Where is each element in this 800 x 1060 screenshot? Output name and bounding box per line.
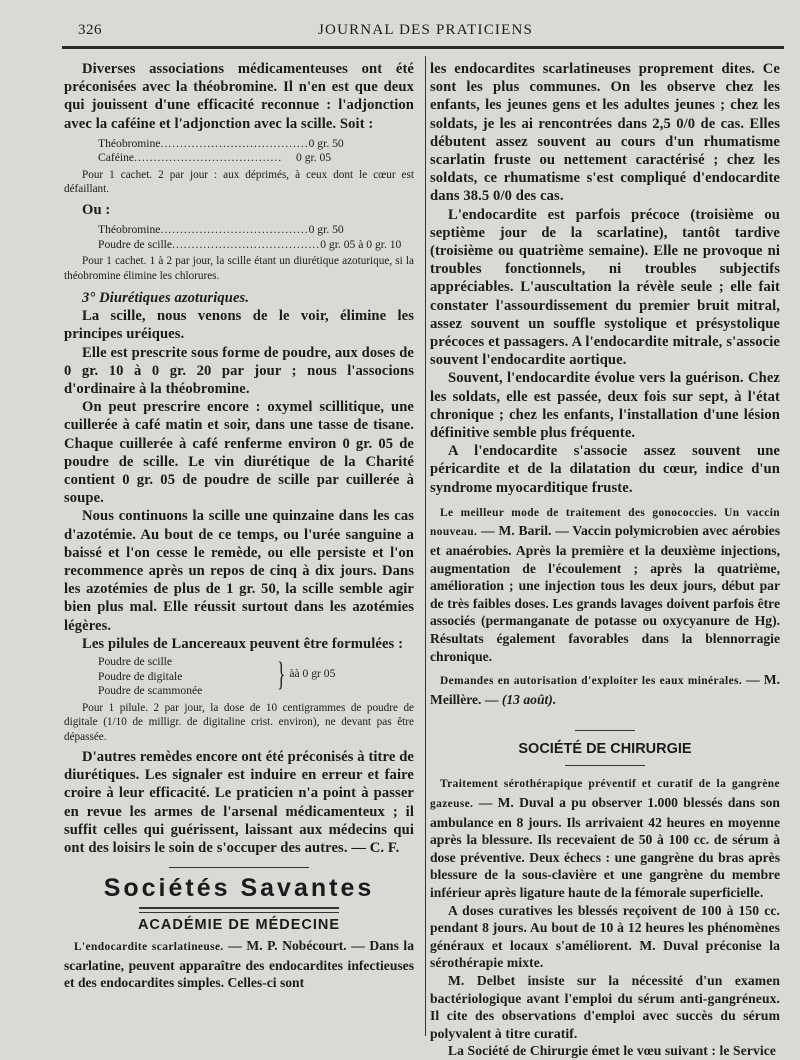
ingredient: Poudre de digitale xyxy=(98,669,183,683)
paragraph: Elle est prescrite sous forme de poudre, aux doses de 0 gr. 10 à 0 gr. 20 par jour ; nous l'associons d'ordinaire à la théobromine. xyxy=(64,344,414,398)
ingredient: Caféine xyxy=(98,151,135,165)
paragraph: A doses curatives les blessés reçoivent de 100 à 150 cc. pendant 8 jours. Au bout de 10 à 12 heures les phénomènes généraux et locaux s'améliorent. M. Duval préconise la sérothérapie mixte. xyxy=(430,902,780,971)
subheading: 3° Diurétiques azoturiques. xyxy=(82,290,250,307)
dose: 0 gr. 05 xyxy=(296,151,332,165)
paragraph: On peut prescrire encore : oxymel scillitique, une cuillerée à café matin et soir, dans une tasse de tisane. Chaque cuillerée à café renferme environ 0 gr. 05 de poudre de scille. Le vin diurétique de la Charité contient 0 gr. 05 de poudre de scille par cuillerée à soupe. xyxy=(64,399,414,507)
article-author: — M. Meillère. — xyxy=(430,672,780,707)
dose: 0 gr. 05 à 0 gr. 10 xyxy=(320,237,402,251)
prescription-line xyxy=(64,223,414,238)
article-title: Le meilleur mode de traitement des gonococcies. Un vaccin nouveau. xyxy=(430,506,780,539)
or-label: Ou : xyxy=(82,201,111,218)
prescription-line xyxy=(64,137,414,152)
article-entry xyxy=(430,774,780,901)
article-author: — M. Baril. — xyxy=(481,523,569,539)
article-entry xyxy=(430,503,780,665)
article-title: L'endocardite scarlatineuse. xyxy=(74,941,224,954)
left-column xyxy=(64,60,414,992)
ingredient: Poudre de scammonée xyxy=(98,684,203,698)
page-number: 326 xyxy=(78,22,102,38)
ingredient: Théobromine xyxy=(98,223,161,237)
prescription-line xyxy=(64,238,414,253)
leader-dots: ...................................... xyxy=(134,151,283,165)
prescription-2 xyxy=(64,223,414,252)
column-divider xyxy=(425,56,426,1036)
section-rule xyxy=(139,907,339,913)
paragraph: Les pilules de Lancereaux peuvent être formulées : xyxy=(82,635,404,652)
leader-dots: ...................................... xyxy=(160,136,309,150)
ingredient: Poudre de scille xyxy=(98,237,173,251)
leader-dots: ...................................... xyxy=(160,223,309,237)
prescription-line xyxy=(64,151,414,166)
prescription-note: Pour 1 cachet. 2 par jour : aux déprimés, à ceux dont le cœur est défaillant. xyxy=(64,168,414,196)
header-rule xyxy=(62,46,784,49)
paragraph: les endocardites scarlatineuses proprement dites. Ce sont les plus communes. On les observe chez les enfants, les jeunes gens et les adultes jeunes ; chez les soldats, je les ai rencontrées dans 2,5 0/0 de cas. Elles débutent assez souvent au cours d'un rhumatisme scarlatin fruste ou nettement caractérisé ; chez les soldats, ce rhumatisme s'est compliqué d'endocardite dans 38.5 0/0 des cas. xyxy=(430,61,780,205)
article-title: Traitement sérothérapique préventif et curatif de la gangrène gazeuse. xyxy=(430,778,780,810)
paragraph: La scille, nous venons de le voir, élimine les principes uréiques. xyxy=(64,308,414,343)
article-entry xyxy=(64,937,414,992)
ingredient-list xyxy=(98,655,273,699)
paragraph: A l'endocardite s'associe assez souvent une péricardite et de la dilatation du cœur, indice d'un syndrome myocarditique fruste. xyxy=(430,443,780,496)
paragraph: Souvent, l'endocardite évolue vers la guérison. Chez les soldats, elle est passée, deux fois sur sept, à l'état chronique ; chez les enfants, l'installation d'une lésion définitive semble plus fréquente. xyxy=(430,370,780,442)
prescription-note: Pour 1 cachet. 1 à 2 par jour, la scille étant un diurétique azoturique, si la théobromine élimine les chlorures. xyxy=(64,255,414,282)
dose: 0 gr. 50 xyxy=(308,136,344,150)
dose: 0 gr. 50 xyxy=(308,223,344,237)
paragraph: Diverses associations médicamenteuses ont été préconisées avec la théobromine. Il n'en est que deux qui jouissent d'une efficacité reconnue : l'adjonction avec la caféine et l'adjonction avec la scille. Soit : xyxy=(64,61,414,132)
paragraph: M. Delbet insiste sur la nécessité d'un examen bactériologique avant l'emploi du sérum anti-gangréneux. Il cite des observations d'emploi avec succès du sérum polyvalent à titre curatif. xyxy=(430,972,780,1041)
section-title: Sociétés Savantes xyxy=(103,874,375,903)
prescription-note: Pour 1 pilule. 2 par jour, la dose de 10 centigrammes de poudre de digitale (1/10 de milligr. de digitaline crist. environ), ne devant pas être dépassée. xyxy=(64,701,414,743)
ingredient: Théobromine xyxy=(98,136,161,150)
separator-rule xyxy=(575,730,635,731)
paragraph: L'endocardite est parfois précoce (troisième ou septième jour de la scarlatine), tantôt tardive (troisième ou quatrième semaine). Elle ne provoque ni troubles fonctionnels, ni troubles subjectifs appréciables. L'auscultation la révèle seule ; elle fait constater l'assourdissement du premier bruit mitral, assez souvent un souffle systolique et présystolique précoces et passagers. A l'endocardite mitrale, s'associe souvent l'endocardite aortique. xyxy=(430,206,780,369)
prescription-1 xyxy=(64,137,414,166)
leader-dots: ...................................... xyxy=(172,237,321,251)
article-text: Dans la scarlatine, peuvent apparaître des endocardites infectieuses et des endocardites simples. Celles-ci sont xyxy=(64,938,414,991)
prescription-3 xyxy=(64,655,414,699)
ingredient: Poudre de scille xyxy=(98,655,173,669)
heading-rule xyxy=(565,765,645,766)
right-column xyxy=(430,60,780,1060)
society-heading: SOCIÉTÉ DE CHIRURGIE xyxy=(518,741,692,758)
article-text: Vaccin polymicrobien avec aérobies et anaérobies. Après la première et la deuxième injections, augmentation de l'écoulement ; après la quatrième, amélioration ; une injection tous les deux jours, début par de très faibles doses. Les grands lavages doivent parfois être associés (permanganate de potasse ou oxycyanure de Hg). Résultats également favorables dans la blennorragie chronique. xyxy=(430,523,780,664)
paragraph: La Société de Chirurgie émet le vœu suivant : le Service xyxy=(448,1043,777,1059)
article-title: Demandes en autorisation d'exploiter les eaux minérales. xyxy=(440,675,743,688)
journal-title: JOURNAL DES PRATICIENS xyxy=(318,22,534,38)
paragraph: D'autres remèdes encore ont été préconisés à titre de diurétiques. Les signaler est induire en erreur et faire croire à leur efficacité. Le praticien n'a point à passer en revue les armes de l'arsenal médicamenteux ; il suffit celles qui guérissent, laissant aux médecins qui ont des loisirs le soin de s'occuper des autres. — C. F. xyxy=(64,749,414,857)
paragraph: Nous continuons la scille une quinzaine dans les cas d'azotémie. Au bout de ce temps, ou l'urée sanguine a baissé et l'on cesse le remède, ou elle persiste et l'on recommence après un repos de cinq à dix jours. Dans les azotémies de plus de 1 gr. 50, la scille semble agir bien plus mal. Elle réussit surtout dans les azotémies légères. xyxy=(64,508,414,634)
article-entry xyxy=(430,671,780,708)
dose: àà 0 gr 05 xyxy=(289,667,336,681)
article-author: — M. P. Nobécourt. — xyxy=(228,938,365,954)
brace: } xyxy=(277,656,286,694)
article-date: (13 août). xyxy=(501,691,557,707)
page-header xyxy=(0,22,800,42)
academy-heading: ACADÉMIE DE MÉDECINE xyxy=(137,917,341,934)
article-text: — M. Duval a pu observer 1.000 blessés dans son ambulance en 8 jours. Ils arrivaient 42 heures en moyenne après la blessure. Ils recevaient de 50 à 100 cc. de sérum à dose préventive. Deux échecs : une gangrène du bras après blessure de la sous-clavière et une gangrène du membre inférieur après ligature haute de la fémorale superficielle. xyxy=(430,795,780,900)
separator-rule xyxy=(169,867,309,868)
